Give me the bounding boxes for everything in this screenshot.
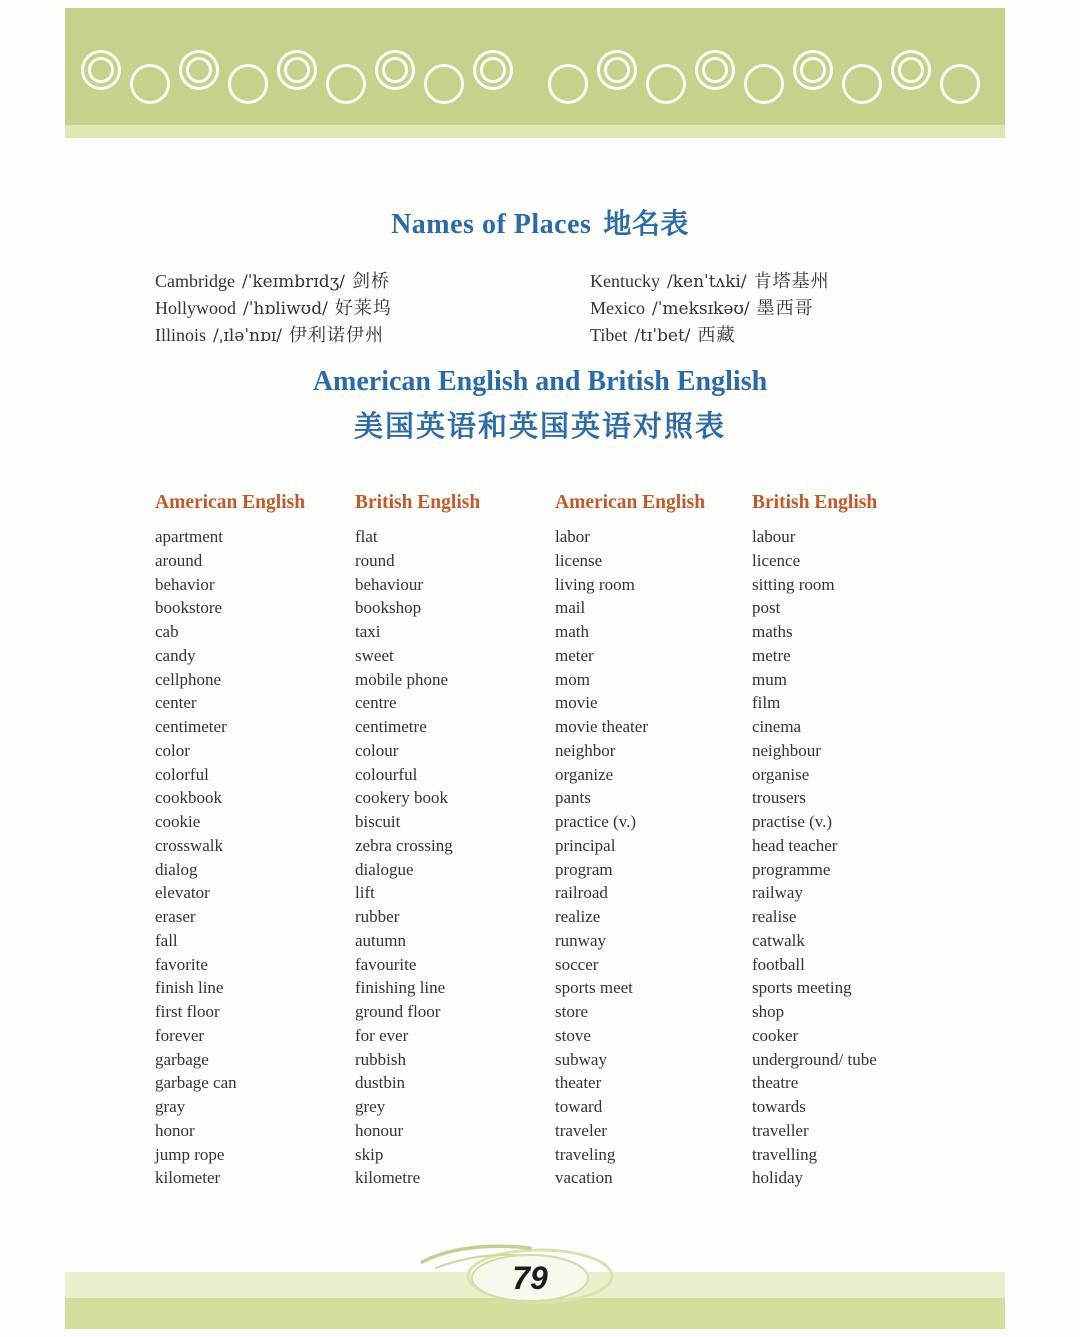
american-word: sports meet: [555, 978, 633, 998]
british-word: trousers: [752, 788, 806, 808]
american-word: living room: [555, 574, 635, 594]
american-word: realize: [555, 907, 601, 926]
place-chinese: 肯塔基州: [753, 271, 830, 291]
british-word: railway: [752, 883, 803, 903]
american-word: soccer: [555, 954, 599, 974]
british-word: autumn: [355, 930, 406, 950]
british-word: football: [752, 954, 805, 974]
section-title-en: Names of Places: [391, 209, 592, 240]
british-word: kilometre: [355, 1168, 421, 1188]
american-word: favorite: [155, 954, 208, 974]
british-word: colourful: [355, 764, 418, 784]
american-word: behavior: [155, 574, 215, 594]
british-word: taxi: [355, 622, 381, 641]
american-word: meter: [555, 645, 594, 665]
circle-ornament: [326, 64, 366, 104]
place-phonetic: /ˌɪləˈnɒɪ/: [213, 326, 283, 346]
british-word: skip: [355, 1144, 384, 1164]
american-word: eraser: [155, 907, 196, 926]
british-word: licence: [752, 550, 801, 570]
american-word: forever: [155, 1025, 205, 1045]
american-word: stove: [555, 1025, 591, 1045]
circle-ornament: [597, 50, 637, 90]
american-word: toward: [555, 1097, 603, 1116]
british-word: programme: [752, 859, 831, 879]
british-word: behaviour: [355, 574, 423, 594]
circle-ornament: [424, 64, 464, 104]
american-word: license: [555, 550, 603, 570]
place-entry: [155, 322, 590, 349]
british-word: mum: [752, 669, 787, 689]
british-word: lift: [355, 883, 375, 903]
british-word: labour: [752, 527, 796, 546]
american-word: pants: [555, 788, 591, 808]
british-word: grey: [355, 1097, 386, 1116]
british-word: zebra crossing: [355, 835, 453, 855]
circle-ornament: [375, 50, 415, 90]
american-word: traveling: [555, 1144, 616, 1164]
american-word: organize: [555, 764, 614, 784]
british-word: underground/ tube: [752, 1049, 877, 1069]
british-word: metre: [752, 645, 791, 665]
american-word: candy: [155, 645, 196, 665]
american-word: gray: [155, 1097, 186, 1116]
circle-ornament: [277, 50, 317, 90]
american-word: neighbor: [555, 740, 616, 760]
american-word: colorful: [155, 764, 209, 784]
american-word: honor: [155, 1120, 195, 1140]
circle-ornament: [179, 50, 219, 90]
british-word: sports meeting: [752, 978, 852, 998]
section-title-zh: 地名表: [603, 209, 689, 240]
place-phonetic: /ˈkeɪmbrɪdʒ/: [241, 272, 345, 292]
american-word: jump rope: [155, 1144, 225, 1164]
section-title-am-br-english-zh: 美国英语和英国英语对照表: [353, 411, 726, 443]
place-entry: [155, 268, 590, 295]
column-header-american-1: American English: [155, 492, 306, 513]
british-word: finishing line: [355, 978, 446, 998]
column-header-british-2: British English: [752, 492, 878, 513]
place-chinese: 好莱坞: [334, 298, 392, 318]
circle-ornament: [793, 50, 833, 90]
place-name: Cambridge: [155, 271, 235, 291]
british-word: shop: [752, 1002, 785, 1021]
american-word: center: [155, 693, 197, 713]
section-title-names-of-places: [0, 202, 1080, 242]
american-word: math: [555, 622, 589, 641]
place-phonetic: /ˈmeksɪkəʊ/: [651, 299, 750, 319]
american-word: garbage: [155, 1049, 209, 1069]
place-chinese: 墨西哥: [756, 298, 814, 318]
american-word: cab: [155, 622, 179, 641]
place-name: Illinois: [155, 325, 207, 345]
british-word: bookshop: [355, 598, 422, 618]
british-word: ground floor: [355, 1002, 441, 1021]
comparison-table: [155, 492, 955, 1190]
circle-ornament: [842, 64, 882, 104]
place-name: Kentucky: [590, 271, 660, 291]
place-name: Mexico: [590, 298, 645, 318]
american-word: color: [155, 740, 190, 760]
american-word: vacation: [555, 1168, 613, 1188]
british-word: centimetre: [355, 717, 427, 736]
place-entry: [155, 295, 590, 322]
american-word: cookie: [155, 812, 201, 831]
british-word: rubbish: [355, 1049, 406, 1069]
british-word: organise: [752, 764, 810, 784]
place-chinese: 伊利诺伊州: [289, 325, 385, 345]
place-phonetic: /tɪˈbet/: [634, 326, 691, 346]
circle-ornament: [228, 64, 268, 104]
american-word: cookbook: [155, 788, 223, 808]
column-header-british-1: British English: [355, 492, 481, 513]
british-word: dialogue: [355, 859, 414, 879]
american-word: runway: [555, 930, 606, 950]
american-word: centimeter: [155, 717, 227, 736]
american-word: apartment: [155, 527, 223, 546]
british-word: practise (v.): [752, 812, 833, 831]
british-word: honour: [355, 1120, 404, 1140]
british-word: cookery book: [355, 788, 449, 808]
american-word: subway: [555, 1049, 607, 1069]
american-word: cellphone: [155, 669, 222, 689]
american-word: bookstore: [155, 598, 223, 618]
column-header-american-2: American English: [555, 492, 706, 513]
american-word: finish line: [155, 978, 224, 998]
british-word: catwalk: [752, 930, 805, 950]
american-word: principal: [555, 835, 616, 855]
section-title-am-br-english-en: American English and British English: [312, 366, 768, 397]
american-word: movie theater: [555, 717, 648, 736]
british-word: sweet: [355, 645, 394, 665]
british-word: towards: [752, 1097, 806, 1116]
places-column-left: [155, 268, 590, 349]
circle-ornament: [744, 64, 784, 104]
place-chinese: 西藏: [697, 325, 736, 345]
british-word: holiday: [752, 1168, 803, 1188]
american-word: program: [555, 859, 613, 879]
circle-ornament: [940, 64, 980, 104]
circle-ornament: [695, 50, 735, 90]
circle-ornament: [548, 64, 588, 104]
circle-ornament: [891, 50, 931, 90]
british-word: realise: [752, 907, 797, 926]
american-word: fall: [155, 930, 178, 950]
british-word: head teacher: [752, 835, 838, 855]
british-word: neighbour: [752, 740, 821, 760]
british-word: theatre: [752, 1073, 799, 1093]
british-word: for ever: [355, 1025, 409, 1045]
american-word: mom: [555, 669, 590, 689]
place-name: Hollywood: [155, 298, 236, 318]
places-column-right: [590, 268, 1010, 349]
places-list: [155, 268, 1010, 349]
place-chinese: 剑桥: [351, 271, 390, 291]
american-word: around: [155, 550, 203, 570]
circle-ornament: [473, 50, 513, 90]
british-word: cinema: [752, 717, 802, 736]
british-word: film: [752, 693, 781, 713]
british-word: sitting room: [752, 574, 835, 594]
british-word: biscuit: [355, 812, 401, 831]
british-word: rubber: [355, 907, 400, 926]
american-word: mail: [555, 598, 586, 618]
british-word: round: [355, 550, 395, 570]
place-entry: [590, 268, 1010, 295]
british-word: mobile phone: [355, 669, 449, 689]
top-decorative-band: [65, 8, 1005, 125]
circle-ornament: [646, 64, 686, 104]
british-word: flat: [355, 527, 378, 546]
place-phonetic: /kenˈtʌki/: [666, 272, 747, 292]
american-word: elevator: [155, 883, 210, 903]
top-band-strip: [65, 125, 1005, 138]
place-entry: [590, 322, 1010, 349]
american-word: practice (v.): [555, 812, 637, 831]
british-word: post: [752, 598, 781, 618]
british-word: travelling: [752, 1144, 818, 1164]
american-word: dialog: [155, 859, 198, 879]
american-word: movie: [555, 693, 598, 713]
british-word: maths: [752, 622, 793, 641]
place-phonetic: /ˈhɒliwʊd/: [243, 299, 328, 319]
circle-ornament: [81, 50, 121, 90]
british-word: traveller: [752, 1120, 809, 1140]
american-word: traveler: [555, 1120, 607, 1140]
american-word: store: [555, 1002, 589, 1021]
british-word: dustbin: [355, 1073, 406, 1093]
british-word: centre: [355, 693, 397, 713]
page-number-swoosh-icon: [408, 1236, 648, 1306]
british-word: favourite: [355, 954, 417, 974]
place-name: Tibet: [590, 325, 628, 345]
american-word: crosswalk: [155, 835, 223, 855]
american-word: labor: [555, 527, 590, 546]
american-word: first floor: [155, 1002, 220, 1021]
circle-ornament: [130, 64, 170, 104]
british-word: colour: [355, 740, 399, 760]
american-word: garbage can: [155, 1073, 237, 1093]
american-word: theater: [555, 1073, 602, 1093]
page-number: 79: [512, 1260, 548, 1296]
british-word: cooker: [752, 1025, 799, 1045]
american-word: railroad: [555, 883, 608, 903]
place-entry: [590, 295, 1010, 322]
american-word: kilometer: [155, 1168, 221, 1188]
